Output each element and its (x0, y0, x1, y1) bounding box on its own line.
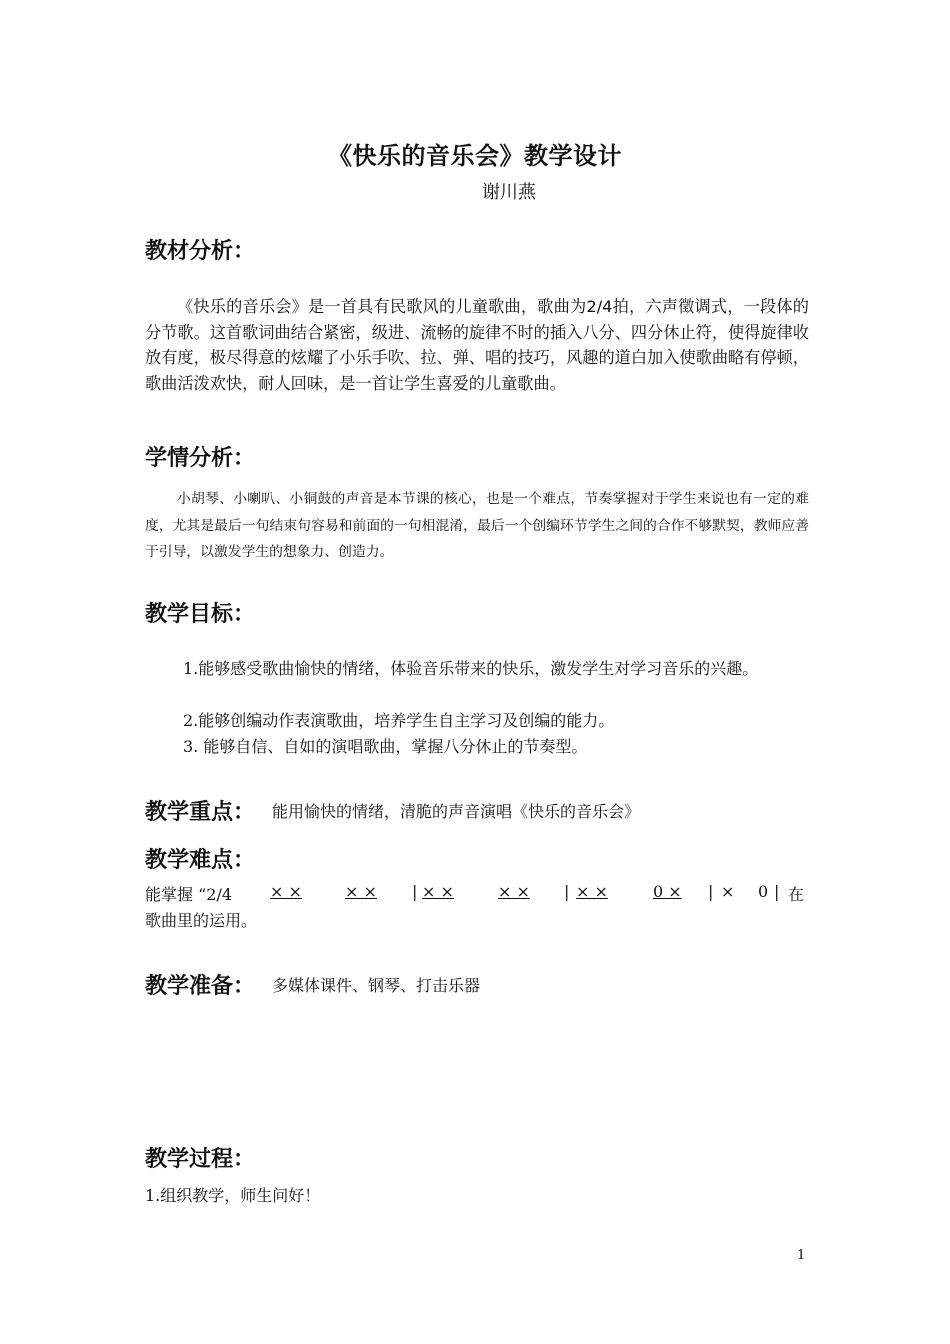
author-name: 谢川燕 (482, 182, 536, 203)
bar-line: | (412, 882, 418, 901)
rhythm-group: × (721, 882, 735, 901)
bar-line: | (564, 882, 570, 901)
heading-analysis: 教材分析： (145, 239, 256, 264)
rhythm-group: × × (576, 882, 608, 901)
bar-line: | (774, 882, 780, 901)
key-point-text: 能用愉快的情绪，清脆的声音演唱《快乐的音乐会》 (272, 802, 641, 821)
heading-difficulty: 教学难点： (145, 848, 256, 873)
goal-item: 3. 能够自信、自如的演唱歌曲，掌握八分休止的节奏型。 (183, 737, 588, 756)
rhythm-group: × × (422, 882, 454, 901)
goal-item: 2.能够创编动作表演歌曲，培养学生自主学习及创编的能力。 (183, 711, 615, 730)
difficulty-line2: 歌曲里的运用。 (145, 911, 258, 930)
difficulty-suffix: 在 (788, 885, 805, 904)
rhythm-group: × × (498, 882, 530, 901)
heading-goals: 教学目标： (145, 602, 256, 627)
goal-item: 1.能够感受歌曲愉快的情绪，体验音乐带来的快乐，激发学生对学习音乐的兴趣。 (183, 659, 759, 678)
heading-prep: 教学准备： (145, 974, 256, 999)
rhythm-group: × × (345, 882, 377, 901)
rhythm-group: × × (270, 882, 302, 901)
prep-text: 多媒体课件、钢琴、打击乐器 (272, 976, 481, 995)
document-title: 《快乐的音乐会》教学设计 (328, 142, 622, 170)
heading-process: 教学过程： (145, 1147, 256, 1172)
heading-key: 教学重点： (145, 800, 256, 825)
rhythm-group: 0 (758, 882, 769, 901)
analysis-paragraph: 《快乐的音乐会》是一首具有民歌风的儿童歌曲，歌曲为2/4拍，六声徵调式，一段体的分节歌。这首歌词曲结合紧密，级进、流畅的旋律不时的插入八分、四分休止符，使得旋律收放有度，极尽得意的炫耀了小乐手吹、拉、弹、唱的技巧，风趣的道白加入使歌曲略有停顿，歌曲活泼欢快，耐人回味，是一首让学生喜爱的儿童歌曲。 (145, 297, 809, 393)
bar-line: | (708, 882, 714, 901)
students-paragraph: 小胡琴、小喇叭、小铜鼓的声音是本节课的核心，也是一个难点，节奏掌握对于学生来说也有一定的难度，尤其是最后一句结束句容易和前面的一句相混淆，最后一个创编环节学生之间的合作不够默契，教师应善于引导，以激发学生的想象力、创造力。 (145, 491, 809, 560)
rhythm-group: 0 × (653, 882, 682, 901)
difficulty-prefix: 能掌握 “2/4 (145, 885, 233, 904)
process-step: 1.组织教学，师生问好！ (145, 1186, 321, 1205)
page-number: 1 (797, 1248, 806, 1263)
heading-students: 学情分析： (145, 446, 256, 471)
